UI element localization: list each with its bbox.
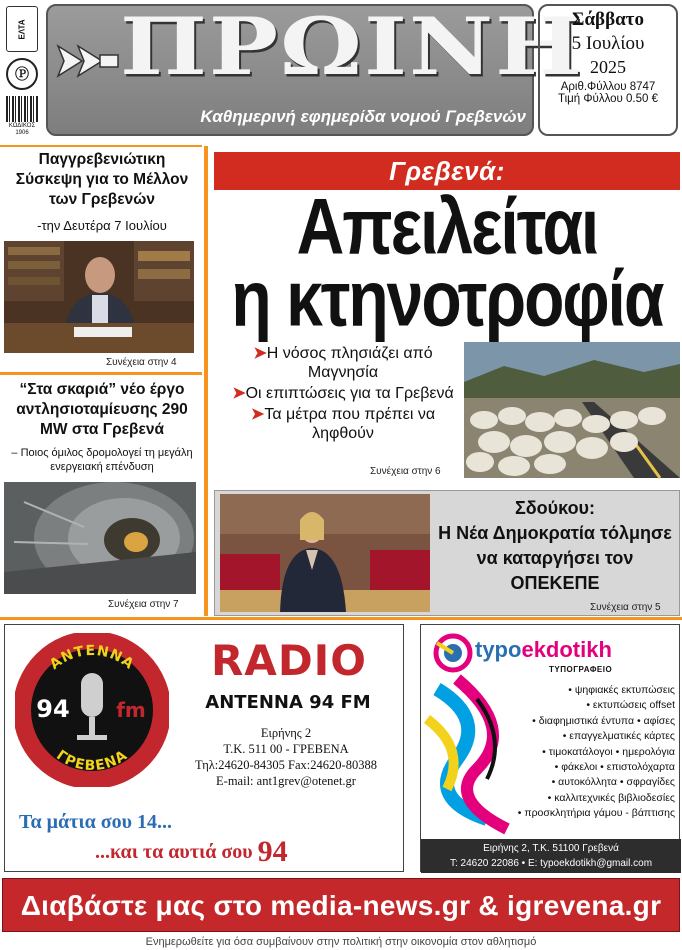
issue-number: Αριθ.Φύλλου 8747 — [560, 81, 656, 93]
meeting-man-image — [4, 241, 194, 353]
divider — [0, 617, 682, 620]
main-headline[interactable] — [214, 181, 680, 343]
story2-title[interactable]: “Στα σκαριά” νέο έργο αντλησιοταμίευσης 290 MW στα Γρεβενά — [16, 381, 188, 438]
service-item: • φάκελοι • επιστολόχαρτα — [554, 761, 675, 774]
footer-tagline: Ενημερωθείτε για όσα συμβαίνουν στην πολιτική στην οικονομία στον αθλητισμό — [145, 936, 537, 948]
radio-address: Ειρήνης 2 Τ.Κ. 511 00 - ΓΡΕΒΕΝΑ Τηλ:24620-84305 Fax:24620-80388 E-mail: ant1grev@otenet.gr — [195, 726, 377, 788]
red-arrow-icon: ➤ — [250, 406, 265, 423]
column-divider — [204, 146, 208, 616]
websites-banner-text: Διαβάστε μας στο media-news.gr & igrevena.gr — [20, 890, 662, 921]
issue-date: 5 Ιουλίου — [571, 33, 645, 54]
main-photo[interactable] — [464, 342, 680, 478]
elta-stamp: ΕΛΤΑ — [6, 6, 38, 52]
service-item: • ψηφιακές εκτυπώσεις — [568, 684, 675, 696]
websites-banner[interactable] — [2, 878, 680, 932]
service-item: • εκτυπώσεις offset — [586, 699, 675, 712]
story2-continued[interactable]: Συνέχεια στην 7 — [108, 599, 179, 610]
svg-text:94: 94 — [36, 695, 70, 723]
service-item: • αυτοκόλλητα • σφραγίδες — [551, 776, 675, 789]
radio-title: RADIO — [210, 636, 368, 685]
main-kicker: Γρεβενά: — [389, 156, 505, 186]
sheep-flock-image — [464, 342, 680, 478]
issue-datebox — [538, 4, 678, 136]
story1-photo[interactable] — [4, 241, 194, 353]
issue-price: Τιμή Φύλλου 0.50 € — [557, 93, 658, 105]
typo-logo-icon — [431, 633, 475, 673]
main-continued[interactable]: Συνέχεια στην 6 — [370, 466, 441, 477]
story1-continued[interactable]: Συνέχεια στην 4 — [106, 357, 177, 368]
bullet-item: ➤Η νόσος πλησιάζει από Μαγνησία — [253, 345, 433, 381]
service-item: • προσκλητήρια γάμου - βάπτισης — [517, 807, 675, 820]
typo-services-list — [481, 683, 675, 822]
red-arrow-icon: ➤ — [232, 385, 246, 402]
postal-strip — [2, 6, 42, 134]
red-arrow-icon: ➤ — [253, 345, 267, 362]
antenna-radio-logo — [15, 633, 169, 787]
divider — [0, 145, 202, 147]
divider — [0, 372, 202, 375]
logo-wordmark: ΠΡΩΙΝΗ — [120, 0, 585, 93]
bullet-item: ➤Τα μέτρα που πρέπει να ληφθούν — [250, 406, 436, 442]
typo-brand: typoekdotikh — [475, 637, 612, 662]
story2-subtitle: – Ποιος όμιλος δρομολογεί τη μεγάλη ενεργειακή επένδυση — [11, 447, 193, 473]
service-item: • διαφημιστικά έντυπα • αφίσες — [532, 714, 675, 727]
postage-circle-icon: Ⓟ — [6, 58, 38, 90]
typoekdotikh-ad[interactable] — [420, 624, 680, 872]
story3-title[interactable]: Σδούκου: Η Νέα Δημοκρατία τόλμησε να καταργήσει τον ΟΠΕΚΕΠΕ — [438, 498, 672, 593]
double-arrow-icon — [56, 40, 118, 82]
radio-antenna-ad[interactable] — [4, 624, 404, 872]
barcode-icon — [6, 96, 38, 122]
masthead — [0, 0, 682, 140]
main-headline-line1: Απειλείται — [296, 181, 598, 271]
logo-subtitle: Καθημερινή εφημερίδα νομού Γρεβενών — [200, 107, 526, 126]
main-bullets — [222, 344, 464, 445]
tunnel-image — [4, 482, 196, 594]
story1-subtitle: -την Δευτέρα 7 Ιουλίου — [37, 218, 167, 233]
story1-title[interactable]: Παγγρεβενιώτικη Σύσκεψη για το Μέλλον των Γρεβενών — [15, 151, 189, 208]
issue-day: Σάββατο — [572, 9, 644, 30]
typo-tagline: ΤΥΠΟΓΡΑΦΕΙΟ — [549, 665, 613, 674]
radio-slogan-1: Τα μάτια σου 14... — [19, 811, 173, 833]
bullet-item: ➤Οι επιπτώσεις για τα Γρεβενά — [232, 385, 454, 402]
service-item: • τιμοκατάλογοι • ημερολόγια — [542, 745, 675, 758]
issue-year: 2025 — [590, 57, 626, 77]
story3-continued[interactable]: Συνέχεια στην 5 — [590, 602, 661, 613]
typo-footer: Ειρήνης 2, Τ.Κ. 51100 Γρεβενά Τ: 24620 22086 • E: typoekdotikh@gmail.com — [421, 839, 681, 873]
radio-subtitle: ANTENNA 94 FM — [205, 692, 371, 713]
service-item: • καλλιτεχνικές βιβλιοδεσίες — [547, 791, 675, 804]
parliament-speaker-image — [220, 494, 430, 612]
story3-photo[interactable] — [220, 494, 430, 612]
service-item: • επαγγελματικές κάρτες — [562, 730, 675, 743]
main-headline-line2: η κτηνοτροφία — [231, 253, 663, 343]
kodikos: ΚΩΔΙΚΟΣ 1906 — [8, 123, 36, 136]
svg-text:ΑΝΤΕΝΝΑ: ΑΝΤΕΝΝΑ — [46, 642, 138, 673]
svg-text:fm: fm — [116, 698, 146, 722]
radio-slogan-2: ...και τα αυτιά σου 94 — [95, 835, 288, 868]
story2-photo[interactable] — [4, 482, 196, 594]
svg-text:ΓΡΕΒΕΝΑ: ΓΡΕΒΕΝΑ — [53, 747, 131, 775]
newspaper-logo[interactable] — [46, 0, 585, 136]
